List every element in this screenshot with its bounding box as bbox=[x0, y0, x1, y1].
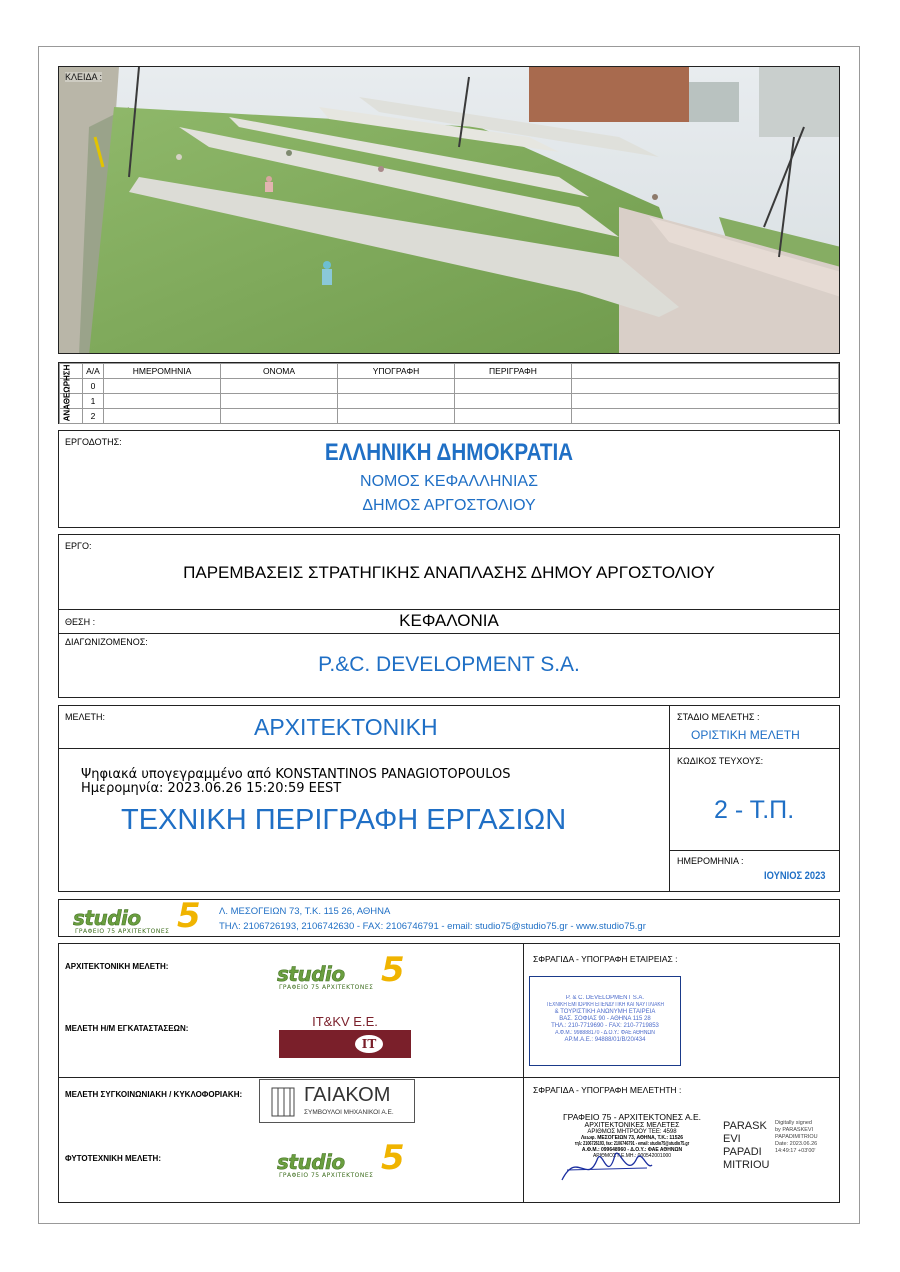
employer-section bbox=[58, 430, 840, 528]
revision-header-description: ΠΕΡΙΓΡΑΦΗ bbox=[455, 364, 572, 379]
revision-table bbox=[58, 362, 840, 424]
stage-value: ΟΡΙΣΤΙΚΗ ΜΕΛΕΤΗ bbox=[691, 728, 800, 742]
employer-prefecture: ΝΟΜΟΣ ΚΕΦΑΛΛΗΝΙΑΣ bbox=[360, 473, 538, 490]
location-label: ΘΕΣΗ : bbox=[65, 617, 96, 627]
code-value: 2 - Τ.Π. bbox=[714, 796, 795, 824]
revision-no: 0 bbox=[83, 379, 104, 394]
office-section bbox=[58, 896, 840, 937]
date-value: ΙΟΥΝΙΟΣ 2023 bbox=[764, 870, 826, 882]
digital-signature-line2: Ημερομηνία: 2023.06.26 15:20:59 EEST bbox=[81, 781, 342, 796]
electromechanical-study-label: ΜΕΛΕΤΗ Η/Μ ΕΓΚΑΤΑΣΤΑΣΕΩΝ: bbox=[65, 1024, 189, 1033]
revision-side-label: ΑΝΑΘΕΩΡΗΣΗ bbox=[62, 364, 72, 422]
designer-stamp: ΓΡΑΦΕΙΟ 75 - ΑΡΧΙΤΕΚΤΟΝΕΣ Α.Ε. ΑΡΧΙΤΕΚΤΟΝΙΚΕΣ ΜΕΛΕΤΕΣ ΑΡΙΘΜΟΣ ΜΗΤΡΩΟΥ ΤΕΕ: 4598 Λεωφ. ΜΕΣΟΓΕΙΩΝ 73, ΑΘΗΝΑ, Τ.Κ.: 11526 τηλ: 2106726193, fax: 2106746791 - email: studio75@studio75.gr Α.Φ.Μ.: 099648960 - Δ.Ο.Υ.: ΦΑΕ ΑΘΗΝΩΝ ΑΡΙΘΜΟΣ Γ.Ε.ΜΗ.: 000542001000 bbox=[537, 1112, 727, 1192]
revision-header-row bbox=[60, 364, 839, 379]
stage-label: ΣΤΑΔΙΟ ΜΕΛΕΤΗΣ : bbox=[677, 712, 760, 722]
location-value: ΚΕΦΑΛΟΝΙΑ bbox=[399, 611, 499, 630]
key-image-panel bbox=[58, 66, 840, 354]
company-stamp: P. & C. DEVELOPMENT S.A. ΤΕΧΝΙΚΗ ΕΜΠΟΡΙΚΗ ΕΠΕΝΔΥΤΙΚΗ ΚΑΙ ΝΑΥΤΙΛΙΑΚΗ & ΤΟΥΡΙΣΤΙΚΗ ΑΝΩΝΥΜΗ ΕΤΑΙΡΕΙΑ ΒΑΣ. ΣΟΦΙΑΣ 90 - ΑΘΗΝΑ 115 28 ΤΗΛ.: 210-7719690 - FAX: 210-7719853 Α.Φ.Μ.: 998888170 - Δ.Ο.Υ.: ΦΑΕ ΑΘΗΝΩΝ ΑΡ.Μ.Α.Ε.: 94888/01/Β/20/434 bbox=[529, 976, 681, 1066]
employer-title: ΕΛΛΗΝΙΚΗ ΔΗΜΟΚΡΑΤΙΑ bbox=[324, 439, 574, 466]
revision-header-signature: ΥΠΟΓΡΑΦΗ bbox=[338, 364, 455, 379]
study-value: ΑΡΧΙΤΕΚΤΟΝΙΚΗ bbox=[254, 714, 438, 740]
key-label: ΚΛΕΙΔΑ : bbox=[65, 72, 103, 82]
date-label: ΗΜΕΡΟΜΗΝΙΑ : bbox=[677, 856, 744, 866]
project-section bbox=[58, 534, 840, 698]
signer-digital-signature: Digitally signed by PARASKEVI PAPADIMITRIOU Date: 2023.06.26 14:49:17 +03'00' bbox=[775, 1120, 818, 1154]
employer-label: ΕΡΓΟΔΟΤΗΣ: bbox=[65, 437, 122, 447]
studio75-logo: studio 5 ΓΡΑΦΕΙΟ 75 ΑΡΧΙΤΕΚΤΟΝΕΣ bbox=[277, 1138, 405, 1179]
revision-header-date: ΗΜΕΡΟΜΗΝΙΑ bbox=[104, 364, 221, 379]
office-address: Λ. ΜΕΣΟΓΕΙΩΝ 73, Τ.Κ. 115 26, ΑΘΗΝΑ bbox=[219, 906, 391, 917]
studies-section bbox=[58, 943, 840, 1203]
code-label: ΚΩΔΙΚΟΣ ΤΕΥΧΟΥΣ: bbox=[677, 756, 764, 766]
itkv-logo: IT&KV E.E. IT bbox=[279, 1014, 411, 1060]
park-rendering-image bbox=[59, 67, 840, 354]
study-section bbox=[58, 705, 840, 892]
studio75-logo: studio 5 ΓΡΑΦΕΙΟ 75 ΑΡΧΙΤΕΚΤΟΝΕΣ bbox=[73, 896, 201, 936]
revision-row bbox=[60, 379, 839, 394]
handwritten-signature bbox=[557, 1140, 657, 1190]
document-title: ΤΕΧΝΙΚΗ ΠΕΡΙΓΡΑΦΗ ΕΡΓΑΣΙΩΝ bbox=[121, 804, 567, 836]
studio75-logo: studio 5 ΓΡΑΦΕΙΟ 75 ΑΡΧΙΤΕΚΤΟΝΕΣ bbox=[277, 950, 405, 991]
employer-municipality: ΔΗΜΟΣ ΑΡΓΟΣΤΟΛΙΟΥ bbox=[362, 497, 536, 514]
lighting-study-label: ΦΥΤΟΤΕΧΝΙΚΗ ΜΕΛΕΤΗ: bbox=[65, 1154, 161, 1163]
gaiakom-logo: ΓΑΙΑΚΟΜ ΣΥΜΒΟΥΛΟΙ ΜΗΧΑΝΙΚΟΙ Α.Ε. bbox=[259, 1079, 415, 1123]
revision-row bbox=[60, 409, 839, 424]
company-stamp-label: ΣΦΡΑΓΙΔΑ - ΥΠΟΓΡΑΦΗ ΕΤΑΙΡΕΙΑΣ : bbox=[533, 954, 678, 964]
digital-signature-line1: Ψηφιακά υπογεγραμμένο από KONSTANTINOS PANAGIOTOPOULOS bbox=[81, 767, 511, 782]
revision-header-name: ΟΝΟΜΑ bbox=[221, 364, 338, 379]
architectural-study-label: ΑΡΧΙΤΕΚΤΟΝΙΚΗ ΜΕΛΕΤΗ: bbox=[65, 962, 169, 971]
bidder-value: P.&C. DEVELOPMENT S.A. bbox=[318, 653, 580, 676]
signer-name: PARASK EVI PAPADI MITRIOU bbox=[723, 1120, 770, 1171]
project-title: ΠΑΡΕΜΒΑΣΕΙΣ ΣΤΡΑΤΗΓΙΚΗΣ ΑΝΑΠΛΑΣΗΣ ΔΗΜΟΥ ΑΡΓΟΣΤΟΛΙΟΥ bbox=[183, 563, 715, 582]
revision-header-no: Α/Α bbox=[83, 364, 104, 379]
designer-stamp-label: ΣΦΡΑΓΙΔΑ - ΥΠΟΓΡΑΦΗ ΜΕΛΕΤΗΤΗ : bbox=[533, 1085, 682, 1095]
study-label: ΜΕΛΕΤΗ: bbox=[65, 712, 106, 722]
gaiakom-building-icon bbox=[266, 1084, 300, 1118]
revision-no: 2 bbox=[83, 409, 104, 424]
project-label: ΕΡΓΟ: bbox=[65, 541, 92, 551]
bidder-label: ΔΙΑΓΩΝΙΖΟΜΕΝΟΣ: bbox=[65, 637, 148, 647]
revision-row bbox=[60, 394, 839, 409]
transport-study-label: ΜΕΛΕΤΗ ΣΥΓΚΟΙΝΩΝΙΑΚΗ / ΚΥΚΛΟΦΟΡΙΑΚΗ: bbox=[65, 1090, 243, 1099]
office-contact: ΤΗΛ: 2106726193, 2106742630 - FAX: 2106746791 - email: studio75@studio75.gr - www.studio75.gr bbox=[219, 921, 646, 932]
revision-no: 1 bbox=[83, 394, 104, 409]
